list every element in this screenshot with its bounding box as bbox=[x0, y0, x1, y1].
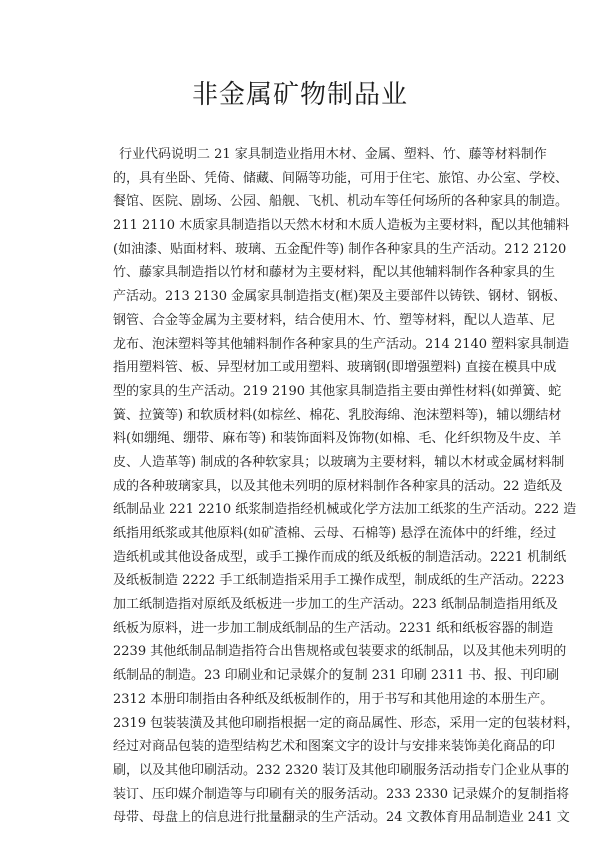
text-line: 纸制品的制造。23 印刷业和记录媒介的复制 231 印刷 2311 书、报、刊印刷 bbox=[113, 668, 560, 684]
text-line: 母带、母盘上的信息进行批量翻录的生产活动。24 文教体育用品制造业 241 文 bbox=[113, 810, 570, 826]
text-line: 的，具有坐卧、凭倚、储藏、间隔等功能，可用于住宅、旅馆、办公室、学校、 bbox=[113, 170, 569, 186]
text-line: 成的各种玻璃家具，以及其他未列明的原材料制作各种家具的活动。22 造纸及 bbox=[113, 478, 563, 494]
text-line: 纸制品业 221 2210 纸浆制造指经机械或化学方法加工纸浆的生产活动。222 造 bbox=[113, 502, 577, 518]
text-line: 钢管、合金等金属为主要材料，结合使用木、竹、塑等材料，配以人造革、尼 bbox=[113, 312, 556, 328]
text-line: 经过对商品包装的造型结构艺术和图案文字的设计与安排来装饰美化商品的印 bbox=[113, 739, 556, 755]
text-line: 2319 包装装潢及其他印刷指根据一定的商品属性、形态，采用一定的包装材料， bbox=[113, 715, 580, 731]
document-body bbox=[113, 143, 580, 830]
text-line: 产活动。213 2130 金属家具制造指支(框)架及主要部件以铸铁、钢材、钢板、 bbox=[113, 289, 567, 305]
text-line: 刷，以及其他印刷活动。232 2320 装订及其他印刷服务活动指专门企业从事的 bbox=[113, 762, 570, 778]
text-line: 2312 本册印制指由各种纸及纸板制作的，用于书写和其他用途的本册生产。 bbox=[113, 691, 554, 707]
text-line: 行业代码说明二 21 家具制造业指用木材、金属、塑料、竹、藤等材料制作 bbox=[119, 147, 547, 162]
text-line: 餐馆、医院、剧场、公园、船舰、飞机、机动车等任何场所的各种家具的制造。 bbox=[113, 194, 569, 210]
text-line: 指用塑料管、板、异型材加工或用塑料、玻璃钢(即增强塑料) 直接在模具中成 bbox=[113, 360, 557, 376]
text-line: 造纸机或其他设备成型，或手工操作而成的纸及纸板的制造活动。2221 机制纸 bbox=[113, 549, 567, 565]
text-line: 装订、压印媒介制造等与印刷有关的服务活动。233 2330 记录媒介的复制指将 bbox=[113, 786, 570, 802]
text-line: 及纸板制造 2222 手工纸制造指采用手工操作成型，制成纸的生产活动。2223 bbox=[113, 573, 565, 589]
text-line: 2239 其他纸制品制造指符合出售规格或包装要求的纸制品，以及其他未列明的 bbox=[113, 644, 567, 660]
text-line: 料(如绷绳、绷带、麻布等) 和装饰面料及饰物(如棉、毛、化纤织物及牛皮、羊 bbox=[113, 431, 562, 447]
page-title: 非金属矿物制品业 bbox=[191, 80, 408, 110]
text-line: 皮、人造革等) 制成的各种软家具；以玻璃为主要材料，辅以木材或金属材料制 bbox=[113, 454, 565, 470]
text-line: 型的家具的生产活动。219 2190 其他家具制造指主要由弹性材料(如弹簧、蛇 bbox=[113, 383, 562, 399]
text-line: 竹、藤家具制造指以竹材和藤材为主要材料，配以其他辅料制作各种家具的生 bbox=[113, 265, 556, 281]
text-line: 纸板为原料，进一步加工制成纸制品的生产活动。2231 纸和纸板容器的制造 bbox=[113, 620, 554, 636]
text-line: 纸指用纸浆或其他原料(如矿渣棉、云母、石棉等) 悬浮在流体中的纤维，经过 bbox=[113, 526, 557, 541]
text-line: 211 2110 木质家具制造指以天然木材和木质人造板为主要材料，配以其他辅料 bbox=[113, 218, 570, 234]
text-line: 龙布、泡沫塑料等其他辅料制作各种家具的生产活动。214 2140 塑料家具制造 bbox=[113, 336, 570, 352]
text-line: (如油漆、贴面材料、玻璃、五金配件等) 制作各种家具的生产活动。212 2120 bbox=[113, 241, 567, 257]
text-line: 加工纸制造指对原纸及纸板进一步加工的生产活动。223 纸制品制造指用纸及 bbox=[113, 597, 558, 613]
text-line: 簧、拉簧等) 和软质材料(如棕丝、棉花、乳胶海绵、泡沫塑料等)，辅以绷结材 bbox=[113, 407, 562, 423]
